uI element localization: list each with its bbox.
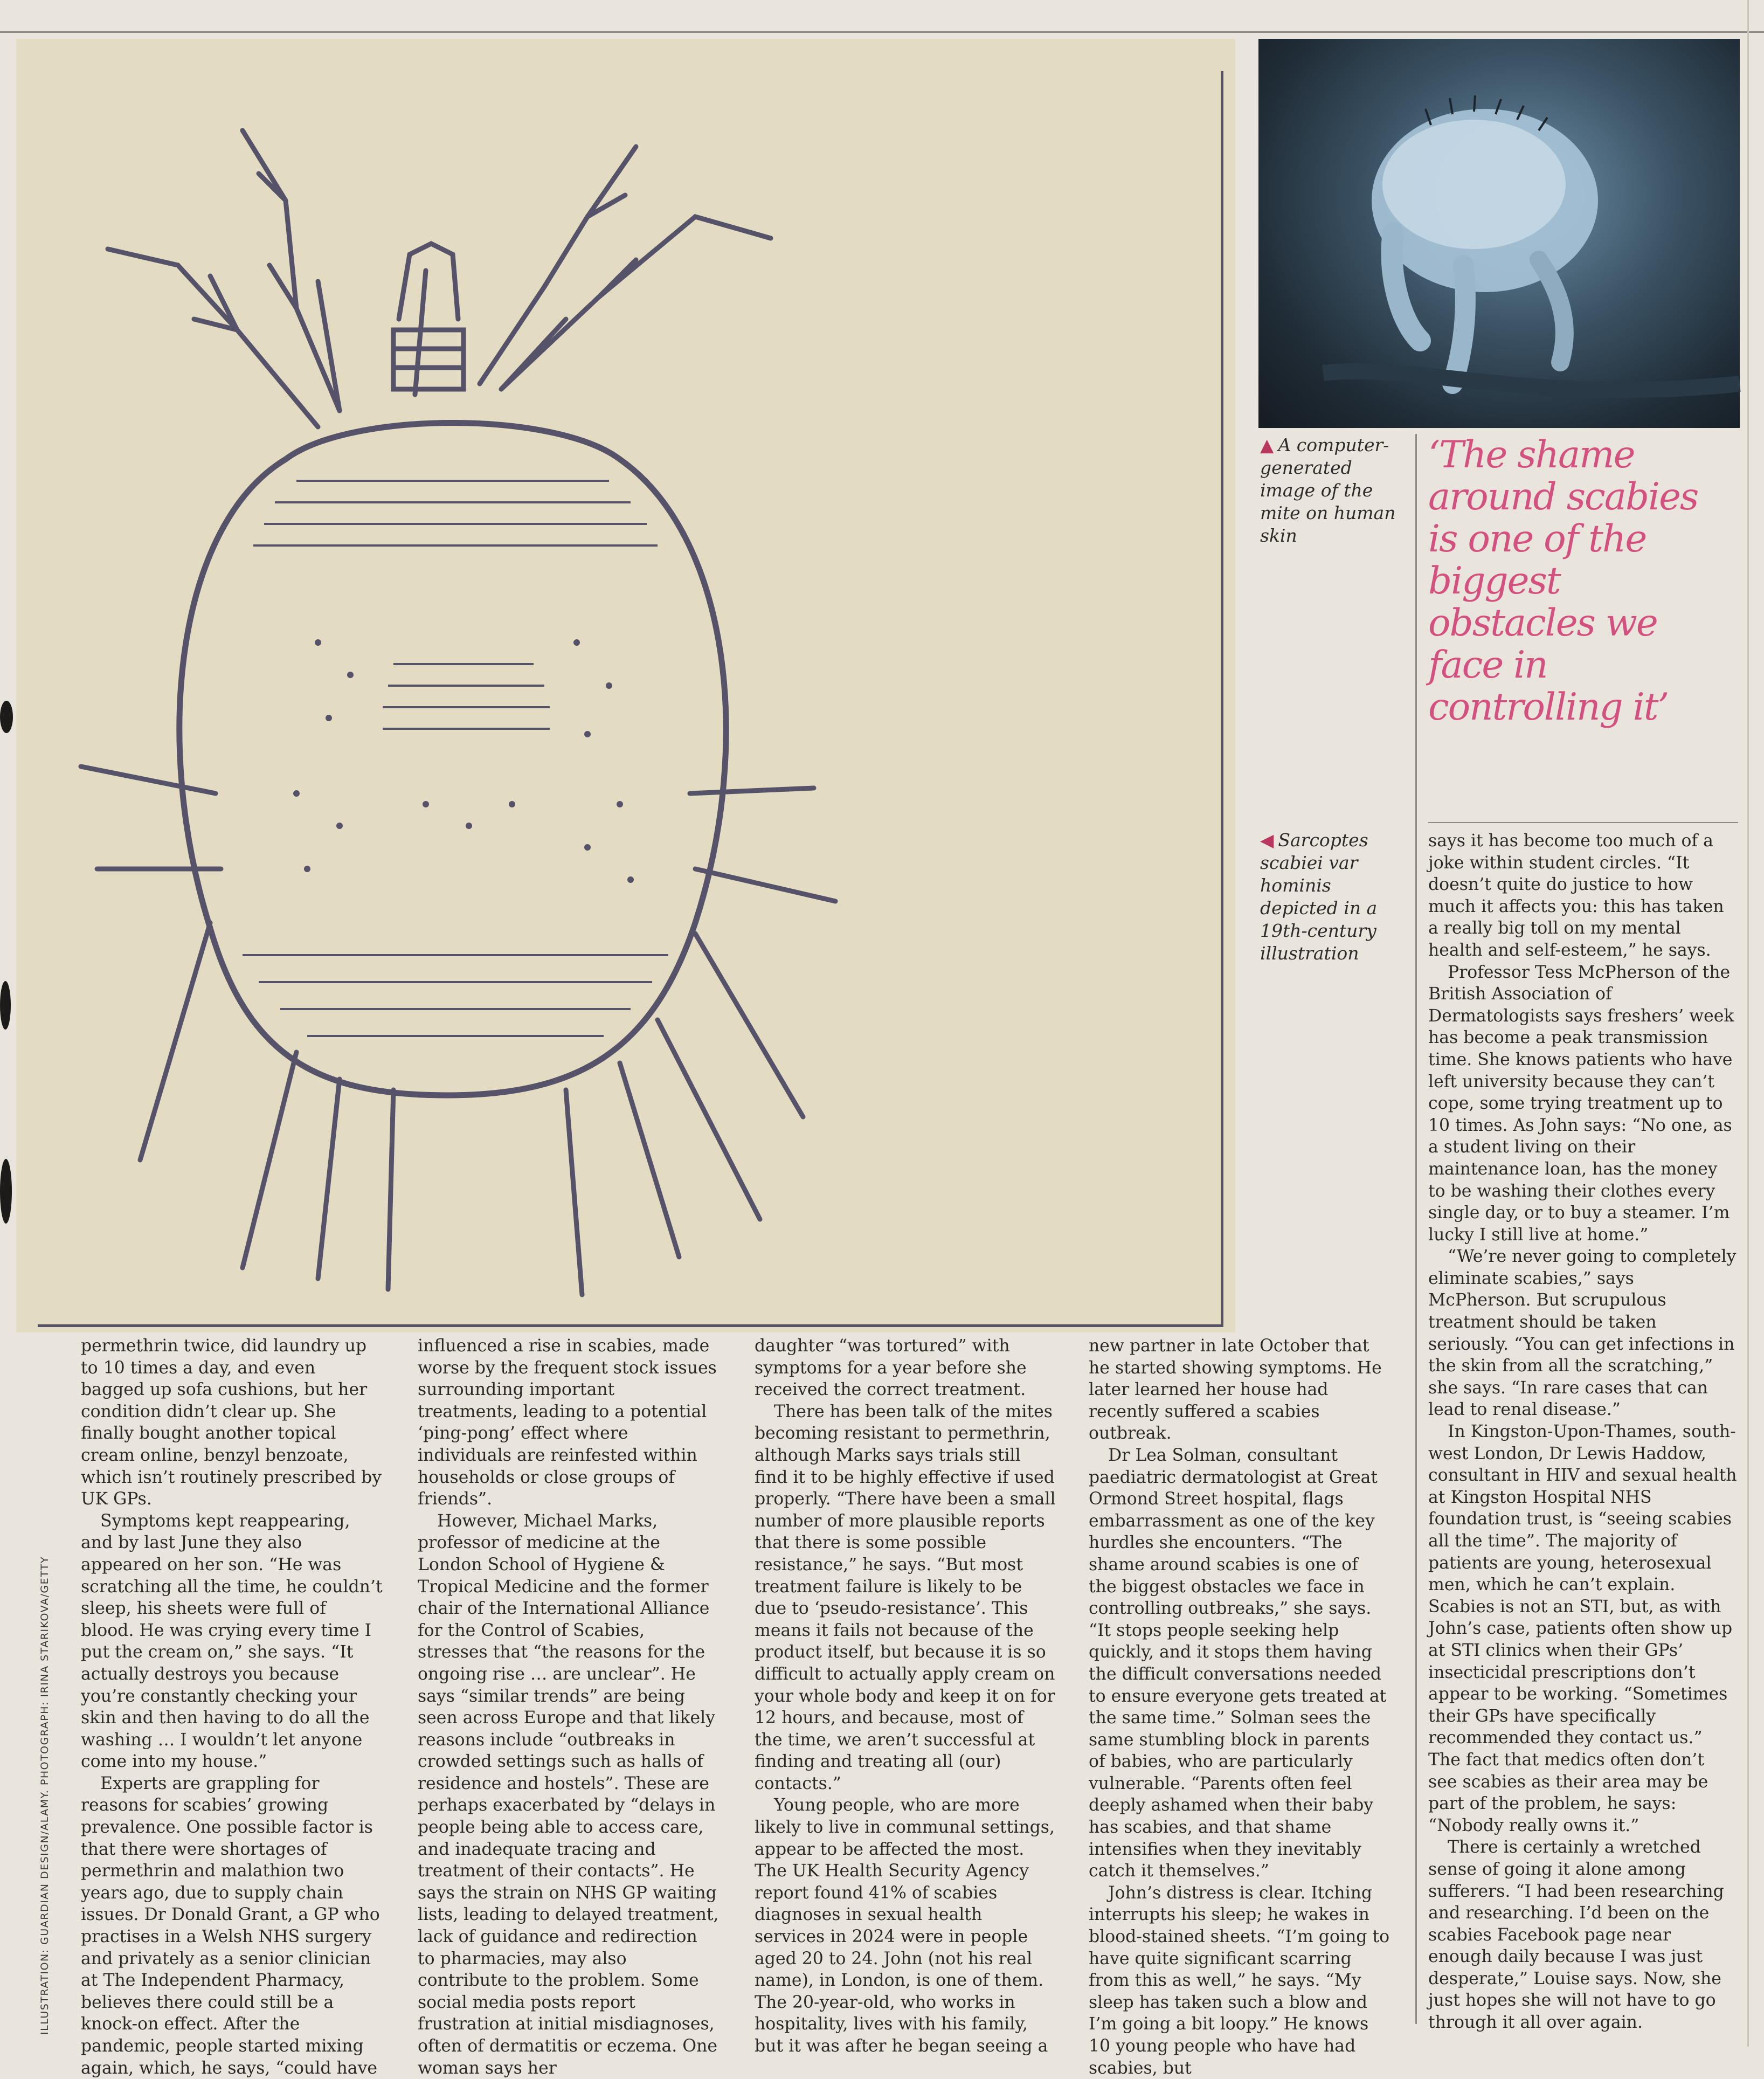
paragraph: influenced a rise in scabies, made worse by the frequent stock issues surrounding important treatments, leading to a potential ‘ping-pong’ effect where individuals are reinfested within households or close groups of friends”. (418, 1336, 717, 1509)
mite-photo-render (1258, 39, 1740, 428)
paragraph: daughter “was tortured” with symptoms for a year before she received the correct treatment. (755, 1336, 1027, 1400)
page-edge (1747, 0, 1749, 2047)
paragraph: There is certainly a wretched sense of going it alone among sufferers. “I had been researching and researching. I’d been on the scabies Facebook page near enough daily because I was just desperate,” Louise says. Now, she just hopes she will not have to go through it all over again. (1428, 1838, 1724, 2033)
photo-caption (1260, 434, 1411, 547)
paragraph: Dr Lea Solman, consultant paediatric dermatologist at Great Ormond Street hospital, flags embarrassment as one of the key hurdles she encounters. “The shame around scabies is one of the biggest obstacles we face in controlling outbreaks,” she says. “It stops people seeking help quickly, and it stops them having the difficult conversations needed to ensure everyone gets treated at the same time.” Solman sees the same stumbling block in parents of babies, who are particularly vulnerable. “Parents often feel deeply ashamed when their baby has scabies, and that shame intensifies when they inevitably catch it themselves.” (1089, 1445, 1387, 1881)
scabies-mite-drawing (16, 39, 1235, 1332)
article-column-4 (1089, 1335, 1391, 2078)
column-divider (1415, 434, 1417, 2024)
paragraph: However, Michael Marks, professor of medicine at the London School of Hygiene & Tropical Medicine and the former chair of the International Alliance for the Control of Scabies, stresses that “the reasons for the ongoing rise … are unclear”. He says “similar trends” are being seen across Europe and that likely reasons include “outbreaks in crowded settings such as halls of residence and hostels”. These are perhaps exacerbated by “delays in people being able to access care, and inadequate tracing and treatment of their contacts”. He says the strain on NHS GP waiting lists, leading to delayed treatment, lack of guidance and redirection to pharmacies, may also contribute to the problem. Some social media posts report frustration at initial misdiagnoses, often of dermatitis or eczema. One woman says her (418, 1511, 719, 2078)
page-top-rule (0, 31, 1764, 33)
ink-smudge (0, 1159, 12, 1224)
paragraph: says it has become too much of a joke within student circles. “It doesn’t quite do justice to how much it affects you: this has taken a really big toll on my mental health and self-esteem,” he says. (1428, 831, 1724, 960)
illustration-caption-text: Sarcoptes scabiei var hominis depicted in a 19th-century illustration (1260, 830, 1378, 964)
article-column-1 (81, 1335, 383, 2078)
paragraph: new partner in late October that he started showing symptoms. He later learned her house had recently suffered a scabies outbreak. (1089, 1336, 1382, 1443)
ink-smudge (0, 701, 13, 733)
paragraph: John’s distress is clear. Itching interrupts his sleep; he wakes in blood-stained sheets. “I’m going to have quite significant scarring from this as well,” he says. “My sleep has taken such a blow and I’m going a bit loopy.” He knows 10 young people who have had scabies, but (1089, 1883, 1390, 2078)
paragraph: “We’re never going to completely eliminate scabies,” says McPherson. But scrupulous treatment should be taken seriously. “You can get infections in the skin from all the scratching,” she says. “In rare cases that can lead to renal disease.” (1428, 1247, 1737, 1420)
illustration-caption (1260, 829, 1411, 965)
paragraph: There has been talk of the mites becoming resistant to permethrin, although Marks says trials still find it to be highly effective if used properly. “There have been a small number of more plausible reports that there is some possible resistance,” he says. “But most treatment failure is likely to be due to ‘pseudo-resistance’. This means it fails not because of the product itself, but because it is so difficult to actually apply cream on your whole body and keep it on for 12 hours, and because, most of the time, we aren’t successful at finding and treating all (our) contacts.” (755, 1401, 1056, 1793)
image-credit: ILLUSTRATION: GUARDIAN DESIGN/ALAMY. PHOTOGRAPH: IRINA STARIKOVA/GETTY (39, 1556, 51, 2035)
column-top-rule (1428, 822, 1738, 823)
paragraph: Symptoms kept reappearing, and by last June they also appeared on her son. “He was scratching all the time, he couldn’t sleep, his sheets were full of blood. He was crying every time I put the cream on,” she says. “It actually destroys you because you’re constantly checking your skin and then having to do all the washing … I wouldn’t let anyone come into my house.” (81, 1511, 383, 1772)
article-column-2 (418, 1335, 720, 2078)
paragraph: permethrin twice, did laundry up to 10 times a day, and even bagged up sofa cushions, but her condition didn’t clear up. She finally bought another topical cream online, benzyl benzoate, which isn’t routinely prescribed by UK GPs. (81, 1336, 382, 1509)
paragraph: Professor Tess McPherson of the British Association of Dermatologists says freshers’ week has become a peak transmission time. She knows patients who have left university because they can’t cope, some trying treatment up to 10 times. As John says: “No one, as a student living on their maintenance loan, has the money to be washing their clothes every single day, or to buy a steamer. I’m lucky I still live at home.” (1428, 962, 1734, 1245)
paragraph: Experts are grappling for reasons for scabies’ growing prevalence. One possible factor is that there were shortages of permethrin and malathion two years ago, due to supply chain issues. Dr Donald Grant, a GP who practises in a Welsh NHS surgery and privately as a senior clinician at The Independent Pharmacy, believes there could still be a knock-on effect. After the pandemic, people started mixing again, which, he says, “could have (81, 1773, 380, 2078)
article-column-3 (755, 1335, 1056, 2056)
photo-caption-text: A computer-generated image of the mite on human skin (1260, 434, 1396, 546)
article-column-5 (1428, 830, 1738, 2033)
mite-photo (1258, 39, 1740, 428)
caption-up-triangle-icon: ▲ (1260, 434, 1274, 455)
pull-quote: ‘The shame around scabies is one of the biggest obstacles we face in controlling it’ (1428, 433, 1698, 729)
mite-illustration (16, 39, 1235, 1332)
ink-smudge (0, 981, 11, 1030)
caption-left-triangle-icon: ◀ (1260, 830, 1274, 851)
paragraph: In Kingston-Upon-Thames, south-west London, Dr Lewis Haddow, consultant in HIV and sexual health at Kingston Hospital NHS foundation trust, is “seeing scabies all the time”. The majority of patients are young, heterosexual men, which he can’t explain. Scabies is not an STI, but, as with John’s case, patients often show up at STI clinics when their GPs’ insecticidal prescriptions don’t appear to be working. “Sometimes their GPs have specifically recommended they contact us.” The fact that medics often don’t see scabies as their area may be part of the problem, he says: “Nobody really owns it.” (1428, 1422, 1737, 1835)
paragraph: Young people, who are more likely to live in communal settings, appear to be affected the most. The UK Health Security Agency report found 41% of scabies diagnoses in sexual health services in 2024 were in people aged 20 to 24. John (not his real name), in London, is one of them. The 20-year-old, who works in hospitality, lives with his family, but it was after he began seeing a (755, 1795, 1055, 2056)
